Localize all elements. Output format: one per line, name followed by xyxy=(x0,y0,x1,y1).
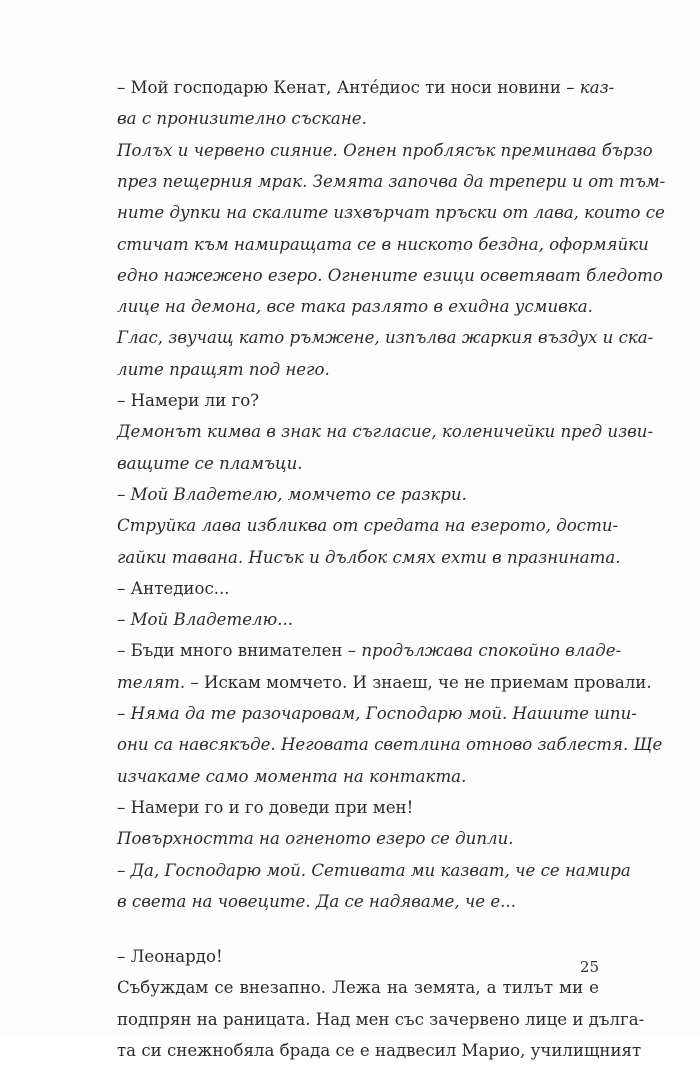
italic-text: Струйка лава избликва от средата на езерото, дости- xyxy=(117,516,619,535)
italic-text: они са навсякъде. Неговата светлина отново заблестя. Ще xyxy=(117,735,663,754)
italic-text: ва с пронизително съскане. xyxy=(117,109,367,128)
italic-text: ните дупки на скалите изхвърчат пръски от лава, които се xyxy=(117,203,665,222)
italic-text: в света на човеците. Да се надяваме, че е... xyxy=(117,892,516,911)
text-run: Събуждам се внезапно. Лежа на земята, а тилът ми е xyxy=(117,978,599,997)
text-line xyxy=(117,792,599,824)
page-number: 25 xyxy=(579,958,599,976)
text-run: – Намери ли го? xyxy=(117,391,260,410)
italic-text: де- xyxy=(595,641,622,660)
text-line xyxy=(117,667,652,699)
italic-text: телят. xyxy=(117,673,186,692)
italic-text: Повърхността на огненото езеро се дипли. xyxy=(117,829,514,848)
text-run: – Леонардо! xyxy=(117,947,223,966)
text-line xyxy=(117,416,654,448)
text-line xyxy=(117,291,599,323)
italic-text: – Да, Господарю мой. Сетивата ми казват, че се намира xyxy=(117,861,631,880)
text-run: – Мой господарю Кенат, Антéдиос ти носи новини – xyxy=(117,78,580,97)
text-line xyxy=(117,823,599,855)
italic-text: – Мой Владетелю... xyxy=(117,610,294,629)
italic-text: изчакаме само момента на контакта. xyxy=(117,767,467,786)
text-line xyxy=(117,855,631,887)
text-line xyxy=(117,479,599,511)
text-line xyxy=(117,197,665,229)
text-line xyxy=(117,573,599,605)
text-run: – Намери го и го доведи при мен! xyxy=(117,798,414,817)
text-line xyxy=(117,260,663,292)
text-line xyxy=(117,1035,642,1067)
text-line xyxy=(117,886,599,918)
text-line xyxy=(117,229,649,261)
text-line xyxy=(117,698,637,730)
text-line xyxy=(117,322,654,354)
text-line xyxy=(117,542,621,574)
text-line xyxy=(117,135,653,167)
italic-text: едно нажежено езеро. Огнените езици осветяват бледото xyxy=(117,266,663,285)
text-line xyxy=(117,448,599,480)
text-line xyxy=(117,941,599,973)
text-line xyxy=(117,635,622,667)
italic-text: ващите се пламъци. xyxy=(117,454,303,473)
text-line xyxy=(117,72,615,104)
italic-text: през пещерния мрак. Земята започва да трепери и от тъм- xyxy=(117,172,666,191)
italic-text: Глас, звучащ като ръмжене, изпълва жаркия въздух и ска- xyxy=(117,328,654,347)
text-line xyxy=(117,761,599,793)
italic-text: – Мой Владетелю, момчето се разкри. xyxy=(117,485,467,504)
italic-text: каз- xyxy=(579,78,615,97)
text-line xyxy=(117,103,599,135)
text-line xyxy=(117,1004,645,1036)
italic-text: лице на демона, все така разлято в ехидна усмивка. xyxy=(117,297,593,316)
italic-text: продължава спокойно вла xyxy=(361,641,596,660)
text-run: – Бъди много внимателен – xyxy=(117,641,362,660)
italic-text: гайки тавана. Нисък и дълбок смях ехти в празнината. xyxy=(117,548,621,567)
italic-text: Демонът кимва в знак на съгласие, коленичейки пред изви- xyxy=(117,422,654,441)
text-run: та си снежнобяла брада се е надвесил Марио, училищният xyxy=(117,1041,642,1060)
text-run: – Искам момчето. И знаеш, че не приемам провали. xyxy=(185,673,652,692)
italic-text: стичат към намиращата се в ниското бездна, оформяйки xyxy=(117,235,649,254)
text-line xyxy=(117,604,599,636)
text-line xyxy=(117,354,599,386)
text-line xyxy=(117,166,666,198)
italic-text: – Няма да те разочаровам, Господарю мой. Нашите шпи- xyxy=(117,704,637,723)
text-line xyxy=(117,385,599,417)
text-line xyxy=(117,729,663,761)
text-run: – Антедиос... xyxy=(117,579,230,598)
text-run: подпрян на раницата. Над мен със зачервено лице и дълга- xyxy=(117,1010,645,1029)
italic-text: лите пращят под него. xyxy=(117,360,330,379)
text-line xyxy=(117,972,599,1004)
text-line xyxy=(117,510,619,542)
italic-text: Полъх и червено сияние. Огнен проблясък преминава бързо xyxy=(117,141,653,160)
